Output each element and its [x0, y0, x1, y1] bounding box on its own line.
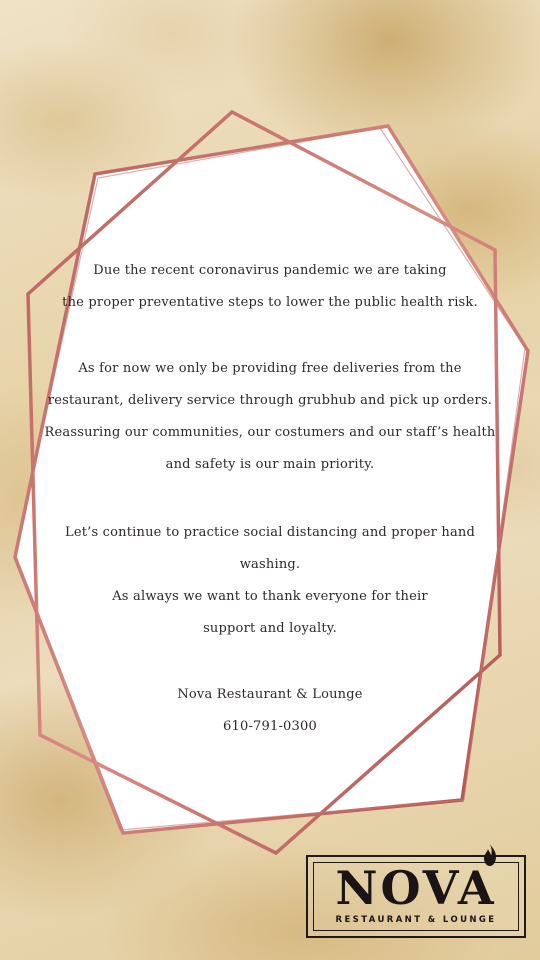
notice-line: Reassuring our communities, our costumers and our staff’s health — [44, 425, 496, 440]
notice-line: washing. — [239, 557, 301, 572]
logo-subtitle: RESTAURANT & LOUNGE — [335, 915, 497, 925]
restaurant-name: Nova Restaurant & Lounge — [177, 687, 363, 702]
nova-logo — [306, 855, 526, 938]
logo-wordmark: NOVA — [335, 861, 497, 915]
notice-line: Let’s continue to practice social distancing and proper hand — [64, 525, 476, 540]
notice-line: As always we want to thank everyone for their — [112, 589, 428, 604]
notice-line: the proper preventative steps to lower the public health risk. — [62, 295, 478, 310]
notice-line: restaurant, delivery service through grubhub and pick up orders. — [47, 393, 493, 408]
notice-line: Due the recent coronavirus pandemic we are taking — [93, 263, 447, 278]
notice-text — [40, 255, 500, 743]
notice-line: support and loyalty. — [203, 621, 337, 636]
notice-line: and safety is our main priority. — [165, 457, 375, 472]
phone-number: 610-791-0300 — [223, 719, 317, 734]
notice-line: As for now we only be providing free deliveries from the — [78, 361, 462, 376]
